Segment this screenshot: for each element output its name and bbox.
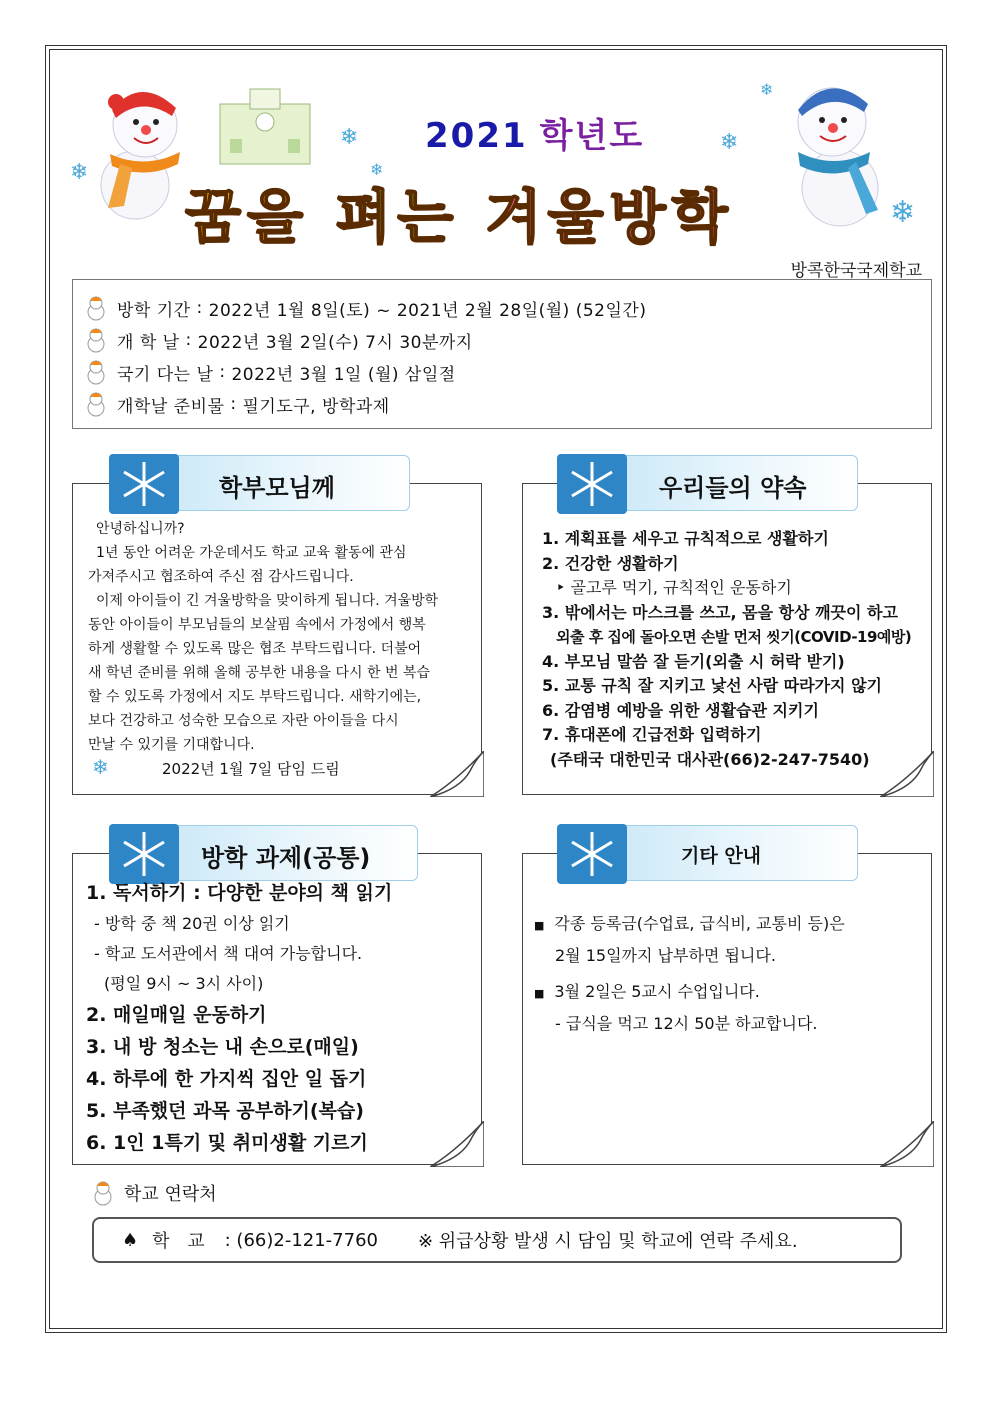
letter-line: 할 수 있도록 가정에서 지도 부탁드립니다. 새학기에는, [88, 689, 422, 705]
letter-line: 1년 동안 어려운 가운데서도 학교 교육 활동에 관심 [96, 545, 407, 561]
grade-text: 학년도 [539, 116, 645, 156]
info-label: 국기 다는 날 [117, 364, 214, 385]
list-item: (평일 9시 ~ 3시 사이) [104, 974, 264, 993]
panel-title: 방학 과제(공통) [201, 844, 371, 872]
list-item: 3. 내 방 청소는 내 손으로(매일) [86, 1036, 359, 1058]
page-curl-decoration [430, 1121, 484, 1167]
info-label: 개학날 준비물 [117, 396, 225, 417]
list-item: 6. 1인 1특기 및 취미생활 기르기 [86, 1132, 368, 1154]
letter-line: 하게 생활할 수 있도록 많은 협조 부탁드립니다. 더불어 [88, 641, 422, 657]
schedule-info-box [72, 279, 932, 429]
info-row-flag-day: 국기 다는 날 : 2022년 3월 1일 (월) 삼일절 [85, 358, 456, 386]
snowman-bullet-icon [85, 327, 107, 353]
list-item: 1. 계획표를 세우고 규칙적으로 생활하기 [542, 529, 829, 548]
info-row-supplies: 개학날 준비물 : 필기도구, 방학과제 [85, 390, 390, 418]
panel-tab [558, 825, 858, 881]
notice-text: 각종 등록금(수업료, 급식비, 교통비 등)은 [554, 914, 845, 933]
title-word-2: 펴는 [335, 183, 460, 251]
letter-body [88, 541, 468, 757]
page-curl-decoration [430, 751, 484, 797]
list-item: ■ 3월 2일은 5교시 수업입니다. [534, 982, 760, 1001]
list-item: 4. 하루에 한 가지씩 집안 일 돕기 [86, 1068, 367, 1090]
other-notice-panel [522, 825, 932, 1165]
list-item: 5. 부족했던 과목 공부하기(복습) [86, 1100, 364, 1122]
snowflake-icon: ❄ [70, 160, 89, 185]
school-name: 방콕한국국제학교 [790, 261, 922, 281]
list-item: 6. 감염병 예방을 위한 생활습관 지키기 [542, 700, 819, 720]
school-year [425, 108, 644, 157]
snowflake-icon [109, 454, 179, 514]
promise-list [542, 527, 927, 772]
letter-line: 동안 아이들이 부모님들의 보살핌 속에서 가정에서 행복 [88, 617, 426, 633]
contact-label-text: 학교 연락처 [124, 1184, 217, 1205]
list-item: 2월 15일까지 납부하면 됩니다. [555, 946, 776, 965]
panel-tab [558, 455, 858, 511]
snowflake-icon: ❄ [760, 80, 774, 99]
year-text: 2021 [425, 116, 528, 156]
contact-note: ※ 위급상황 발생 시 담임 및 학교에 연락 주세요. [417, 1231, 798, 1252]
list-item: 외출 후 집에 돌아오면 손발 먼저 씻기(COVID-19예방) [556, 628, 912, 646]
header-banner [70, 70, 930, 281]
page-curl-decoration [880, 1121, 934, 1167]
list-item: ■ 각종 등록금(수업료, 급식비, 교통비 등)은 [534, 914, 845, 933]
snowflake-icon [557, 454, 627, 514]
list-item: ‣ 골고루 먹기, 규칙적인 운동하기 [556, 578, 792, 597]
panel-tab [110, 825, 418, 881]
list-item: 7. 휴대폰에 긴급전화 입력하기 [542, 725, 762, 744]
list-item: 3. 밖에서는 마스크를 쓰고, 몸을 항상 깨끗이 하고 [542, 602, 898, 622]
greeting-text: 안녕하십니까? [96, 521, 185, 537]
snowflake-icon: ❄ [92, 755, 109, 779]
snowflake-icon [557, 824, 627, 884]
list-item: - 방학 중 책 20권 이상 읽기 [94, 914, 290, 933]
snowflake-icon: ❄ [340, 125, 359, 150]
info-value: 2022년 3월 2일(수) 7시 30분까지 [197, 332, 473, 353]
notice-text: 3월 2일은 5교시 수업입니다. [554, 982, 760, 1001]
snowman-bullet-icon [85, 295, 107, 321]
snowman-bullet-icon [85, 391, 107, 417]
info-row-vacation: 방학 기간 : 2022년 1월 8일(토) ~ 2021년 2월 28일(월) (52일간) [85, 294, 646, 322]
panel-title: 우리들의 약속 [659, 474, 807, 502]
snowman-bullet-icon [92, 1180, 114, 1206]
list-item: 2. 매일매일 운동하기 [86, 1004, 267, 1026]
contact-phone: : (66)2-121-7760 [224, 1229, 378, 1251]
info-value: 2022년 1월 8일(토) ~ 2021년 2월 28일(월) (52일간) [208, 300, 647, 321]
info-value: 필기도구, 방학과제 [242, 396, 390, 417]
panel-title: 학부모님께 [219, 474, 335, 502]
snowman-bullet-icon [85, 359, 107, 385]
school-building-illustration [210, 84, 330, 169]
contact-school-label: 학 교 [152, 1231, 211, 1252]
list-item: 2. 건강한 생활하기 [542, 553, 679, 573]
list-item: 1. 독서하기 : 다양한 분야의 책 읽기 [86, 882, 393, 904]
list-item: (주태국 대한민국 대사관(66)2-247-7540) [550, 749, 870, 769]
info-label: 개 학 날 [117, 332, 180, 353]
title-word-1: 꿈을 [185, 183, 310, 251]
letter-line: 새 학년 준비를 위해 올해 공부한 내용을 다시 한 번 복습 [88, 665, 431, 681]
snowman-left-illustration [80, 80, 190, 220]
list-item: - 학교 도서관에서 책 대여 가능합니다. [94, 944, 363, 963]
promises-panel [522, 455, 932, 795]
snowman-right-illustration [770, 70, 900, 230]
homework-list [86, 877, 476, 1159]
banner-title [185, 170, 734, 254]
letter-line: 이제 아이들이 긴 겨울방학을 맞이하게 됩니다. 겨울방학 [96, 593, 439, 609]
snowflake-icon [109, 824, 179, 884]
parents-letter-panel [72, 455, 482, 795]
snowflake-icon: ❄ [890, 195, 916, 230]
snowflake-icon: ❄ [720, 130, 739, 155]
letter-line: 가져주시고 협조하여 주신 점 감사드립니다. [88, 569, 354, 585]
homework-panel [72, 825, 482, 1165]
spade-icon: ♠ [122, 1229, 139, 1251]
info-row-opening: 개 학 날 : 2022년 3월 2일(수) 7시 30분까지 [85, 326, 473, 354]
info-label: 방학 기간 [117, 300, 191, 321]
panel-tab [110, 455, 410, 511]
info-value: 2022년 3월 1일 (월) 삼일절 [231, 364, 456, 385]
title-word-3: 겨울방학 [485, 183, 734, 251]
list-item: 4. 부모님 말씀 잘 듣기(외출 시 허락 받기) [542, 651, 845, 671]
contact-box [92, 1217, 902, 1263]
snowflake-icon: ❄ [370, 160, 384, 179]
signature-text: 2022년 1월 7일 담임 드림 [162, 760, 340, 778]
letter-line: 보다 건강하고 성숙한 모습으로 자란 아이들을 다시 [88, 713, 399, 729]
list-item: - 급식을 먹고 12시 50분 하교합니다. [555, 1014, 818, 1033]
page-curl-decoration [880, 751, 934, 797]
notice-list [534, 909, 924, 1039]
panel-title: 기타 안내 [681, 845, 762, 867]
contact-heading [92, 1180, 217, 1206]
letter-line: 만날 수 있기를 기대합니다. [88, 737, 255, 753]
list-item: 5. 교통 규칙 잘 지키고 낯선 사람 따라가지 않기 [542, 676, 882, 695]
